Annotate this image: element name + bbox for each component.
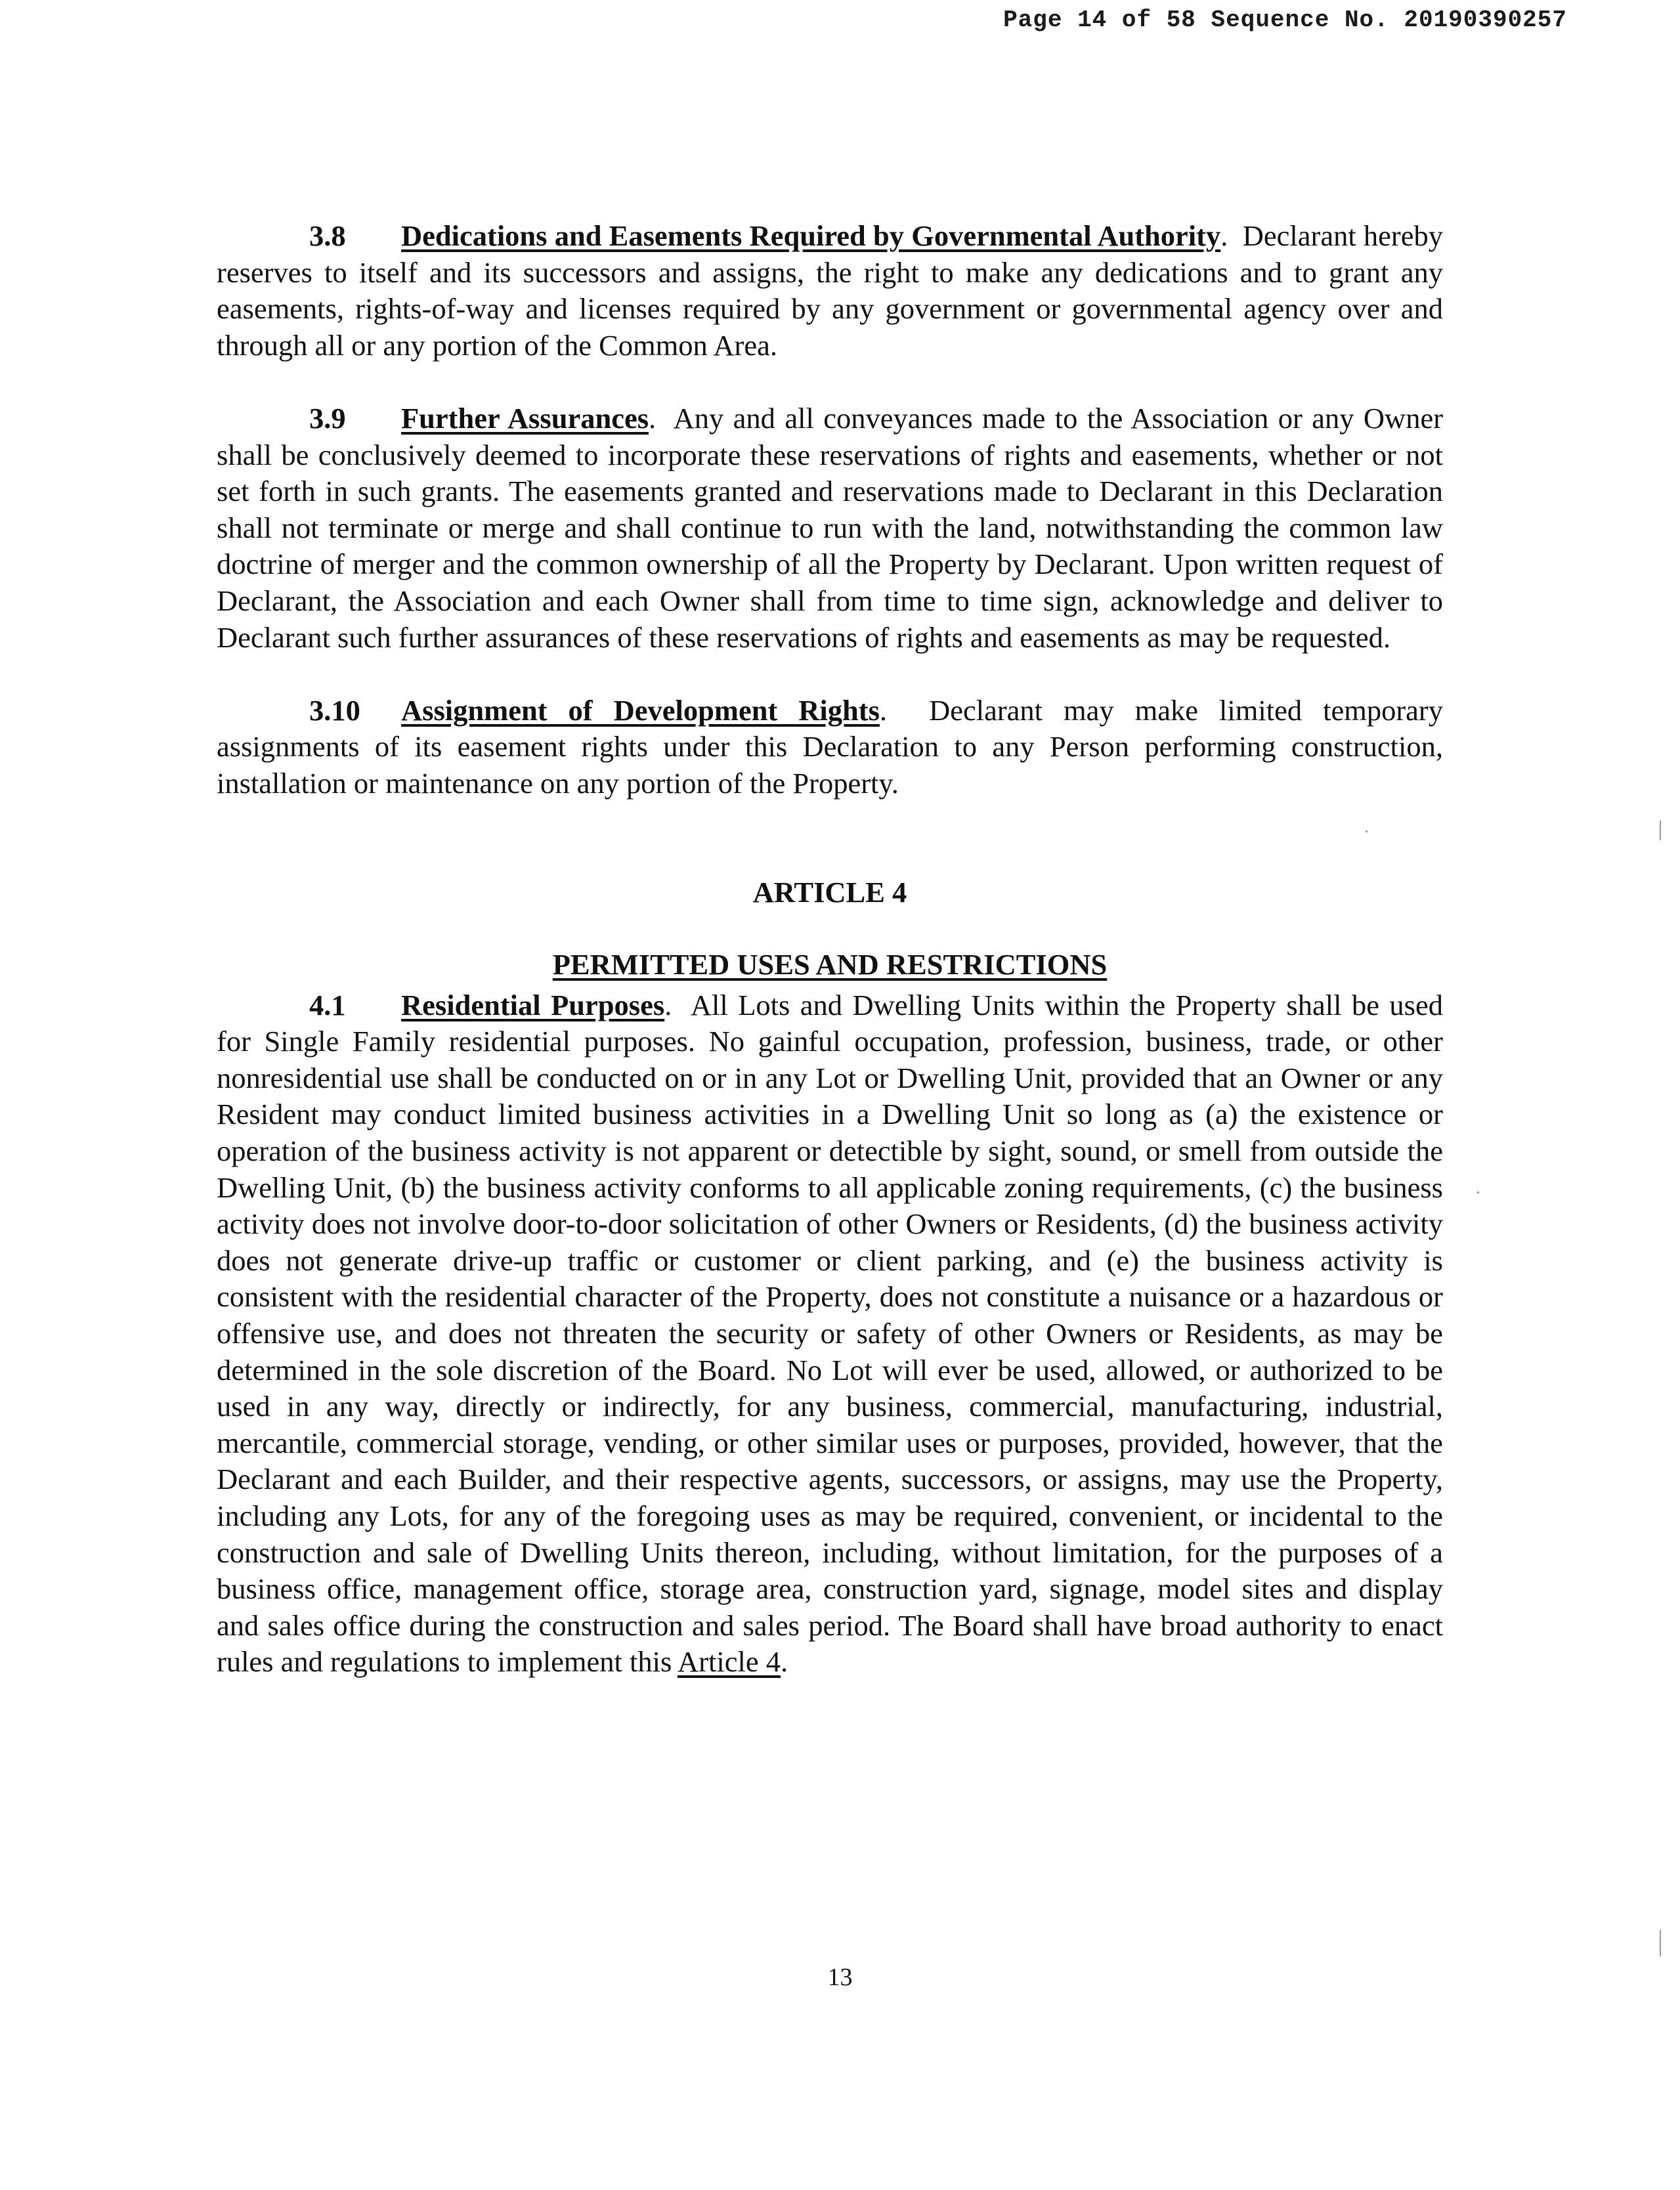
article-title: PERMITTED USES AND RESTRICTIONS [552,948,1108,981]
section-4-1: 4.1 Residential Purposes. All Lots and Dwelling Units within the Property shall be used for Single Family residential purposes. No gainful occupation, profession, business, trade, or other nonresidential use shall be conducted on or in any Lot or Dwelling Unit, provided that an Owner or any Resident may conduct limited business activities in a Dwelling Unit so long as (a) the existence or operation of the business activity is not apparent or detectible by sight, sound, or smell from outside the Dwelling Unit, (b) the business activity conforms to all applicable zoning requirements, (c) the business activity does not involve door-to-door solicitation of other Owners or Residents, (d) the business activity does not generate drive-up traffic or customer or client parking, and (e) the business activity is consistent with the residential character of the Property, does not constitute a nuisance or a hazardous or offensive use, and does not threaten the security or safety of other Owners or Residents, as may be determined in the sole discretion of the Board. No Lot will ever be used, allowed, or authorized to be used in any way, directly or indirectly, for any business, commercial, manufacturing, industrial, mercantile, commercial storage, vending, or other similar uses or purposes, provided, however, that the Declarant and each Builder, and their respective agents, successors, or assigns, may use the Property, including any Lots, for any of the foregoing uses as may be required, convenient, or incidental to the construction and sale of Dwelling Units thereon, including, without limitation, for the purposes of a business office, management office, storage area, construction yard, signage, model sites and display and sales office during the construction and sales period. The Board shall have broad authority to enact rules and regulations to implement this Article 4. [217,988,1444,1679]
section-number: 3.9 [309,401,346,435]
scan-artifact-mark [1660,1930,1661,1956]
section-end-punctuation: . [780,1645,788,1679]
page-sequence-header: Page 14 of 58 Sequence No. 20190390257 [1003,7,1567,33]
scan-artifact-mark [1366,830,1368,832]
section-title: Dedications and Easements Required by Governmental Authority [401,219,1221,252]
section-3-8: 3.8 Dedications and Easements Required by Governmental Authority. Declarant hereby reserves to itself and its successors and assigns, the right to make any dedications and to grant any easements, rights-of-way and licenses required by any government or governmental agency over and through all or any portion of the Common Area. [217,219,1444,362]
section-number: 4.1 [309,988,346,1021]
scan-artifact-mark [1477,1192,1479,1193]
section-text: Declarant may make limited temporary assignments of its easement rights under this Declaration to any Person performing construction, installation or maintenance on any portion of the Property. [217,693,1443,800]
section-title: Further Assurances [401,401,649,435]
section-3-9: 3.9 Further Assurances. Any and all conveyances made to the Association or any Owner shall be conclusively deemed to incorporate these reservations of rights and easements, whether or not set forth in such grants. The easements granted and reservations made to Declarant in this Declaration shall not terminate or merge and shall continue to run with the land, notwithstanding the common law doctrine of merger and the common ownership of all the Property by Declarant. Upon written request of Declarant, the Association and each Owner shall from time to time sign, acknowledge and deliver to Declarant such further assurances of these reservations of rights and easements as may be requested. [217,401,1444,654]
section-text: Declarant hereby reserves to itself and its successors and assigns, the right to make any dedications and to grant any easements, rights-of-way and licenses required by any government or governmental agency over and through all or any portion of the Common Area. [217,219,1444,362]
section-title: Assignment of Development Rights [401,693,880,727]
section-number: 3.8 [309,219,346,252]
section-text: Any and all conveyances made to the Association or any Owner shall be conclusively deemed to incorporate these reservations of rights and easements, whether or not set forth in such grants. The easements granted and reservations made to Declarant in this Declaration shall not terminate or merge and shall continue to run with the land, notwithstanding the common law doctrine of merger and the common ownership of all the Property by Declarant. Upon written request of Declarant, the Association and each Owner shall from time to time sign, acknowledge and deliver to Declarant such further assurances of these reservations of rights and easements as may be requested. [217,401,1444,654]
section-text: All Lots and Dwelling Units within the Property shall be used for Single Family residential purposes. No gainful occupation, profession, business, trade, or other nonresidential use shall be conducted on or in any Lot or Dwelling Unit, provided that an Owner or any Resident may conduct limited business activities in a Dwelling Unit so long as (a) the existence or operation of the business activity is not apparent or detectible by sight, sound, or smell from outside the Dwelling Unit, (b) the business activity conforms to all applicable zoning requirements, (c) the business activity does not involve door-to-door solicitation of other Owners or Residents, (d) the business activity does not generate drive-up traffic or customer or client parking, and (e) the business activity is consistent with the residential character of the Property, does not constitute a nuisance or a hazardous or offensive use, and does not threaten the security or safety of other Owners or Residents, as may be determined in the sole discretion of the Board. No Lot will ever be used, allowed, or authorized to be used in any way, directly or indirectly, for any business, commercial, manufacturing, industrial, mercantile, commercial storage, vending, or other similar uses or purposes, provided, however, that the Declarant and each Builder, and their respective agents, successors, or assigns, may use the Property, including any Lots, for any of the foregoing uses as may be required, convenient, or incidental to the construction and sale of Dwelling Units thereon, including, without limitation, for the purposes of a business office, management office, storage area, construction yard, signage, model sites and display and sales office during the construction and sales period. The Board shall have broad authority to enact rules and regulations to implement this [217,988,1444,1679]
article-number: ARTICLE 4 [752,875,907,909]
page-number: 13 [827,1964,853,1991]
section-title: Residential Purposes [401,988,665,1021]
section-3-10: 3.10 Assignment of Development Rights. Declarant may make limited temporary assignments of its easement rights under this Declaration to any Person performing construction, installation or maintenance on any portion of the Property. [217,693,1443,800]
article-cross-reference: Article 4 [678,1645,781,1679]
document-body [217,218,1443,1717]
scan-artifact-mark [1660,821,1661,840]
section-number: 3.10 [309,693,360,727]
